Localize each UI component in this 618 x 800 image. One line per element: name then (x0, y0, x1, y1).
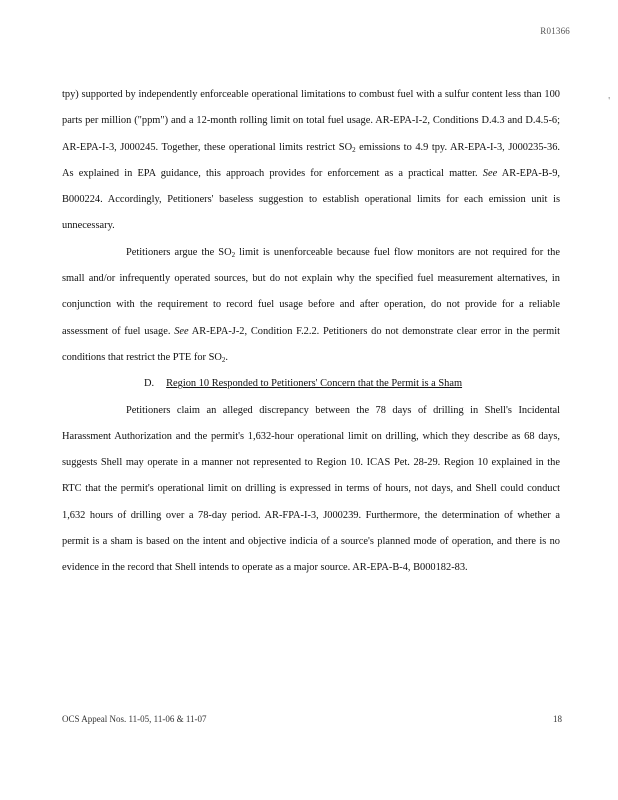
subscript: 2 (221, 355, 226, 364)
text-line: J000235-36. As explained in EPA guidance, this approach provides for enforcement as a (62, 141, 561, 179)
text-line: not required for the small and/or infrequently operated sources, but do not explain why (62, 246, 560, 285)
citation-signal: See (174, 325, 189, 337)
text-line: the specified fuel measurement alternatives, in conjunction with the requirement to record (62, 273, 560, 311)
text-line: tpy) supported by independently enforceable operational limitations to combust fuel with (62, 89, 435, 100)
document-id: R01366 (540, 26, 570, 36)
text-line: suggestion to establish operational limits for each emission unit is unnecessary. (62, 194, 560, 232)
text-line: Furthermore, the determination of whether a permit is a sham is based on the intent and (62, 509, 560, 548)
appeal-numbers: OCS Appeal Nos. 11-05, 11-06 & 11-07 (62, 714, 207, 724)
text-line: a sulfur content less than 100 parts per million ("ppm") and a 12-month rolling limit on (62, 89, 560, 127)
text-line: limit is unenforceable because fuel flow monitors are (235, 246, 471, 258)
section-heading (62, 371, 560, 397)
text-line: represented to Region 10. ICAS Pet. 28-29. Region 10 explained in the RTC that the (62, 457, 560, 495)
text-line: objective indicia of a source's planned mode of operation, and there is no evidence in the (62, 536, 560, 574)
text-line: permit's operational limit on drilling is expressed in terms of hours, not days, and Shell (120, 483, 497, 495)
text-line: AR-EPA-B-9, B000224. Accordingly, Petitioners' baseless (62, 167, 560, 206)
page-number: 18 (553, 714, 562, 724)
text-line: could conduct 1,632 hours of drilling over a 78-day period. AR-FPA-I-3, J000239. (62, 483, 561, 521)
text-line: . (225, 351, 228, 363)
text-line: Together, these operational limits restrict SO (161, 141, 353, 153)
section-letter: D. (144, 378, 155, 390)
section-title: Region 10 Responded to Petitioners' Concern that the Permit is a Sham (166, 378, 463, 390)
paragraph-operational-limits (62, 82, 560, 240)
text-line: record that Shell intends to operate as a major source. AR-EPA-B-4, B000182-83. (127, 562, 468, 574)
text-line: total fuel usage. AR-EPA-I-2, Conditions D.4.3 and D.4.5-6; AR-EPA-I-3, J000245. (62, 115, 560, 153)
page-footer (62, 714, 562, 724)
text-line: practical matter. (408, 167, 483, 179)
text-line: emissions to 4.9 tpy. AR-EPA-I-3, (355, 141, 505, 153)
text-line: usage. (144, 325, 175, 337)
margin-mark: ' (608, 96, 610, 107)
text-line: fuel usage before and after operation, do not provide for a reliable assessment of fuel (62, 299, 560, 337)
text-line: Incidental Harassment Authorization and the permit's 1,632-hour operational limit on (62, 404, 560, 442)
body-text (62, 82, 560, 582)
text-line: Petitioners argue the SO (126, 246, 232, 258)
text-line: AR-EPA-J-2, Condition F.2.2. Petitioners do not demonstrate clear error in (188, 325, 513, 337)
subscript: 2 (231, 250, 236, 259)
paragraph-so2-limit (62, 240, 560, 371)
text-line: drilling, which they describe as 68 days, suggests Shell may operate in a manner not (62, 430, 560, 469)
citation-signal: See (482, 167, 498, 179)
text-line: Petitioners claim an alleged discrepancy between the 78 days of drilling in Shell's (126, 404, 512, 416)
paragraph-sham-permit (62, 398, 560, 582)
text-line: the permit conditions that restrict the PTE for SO (62, 325, 560, 363)
subscript: 2 (352, 145, 356, 154)
